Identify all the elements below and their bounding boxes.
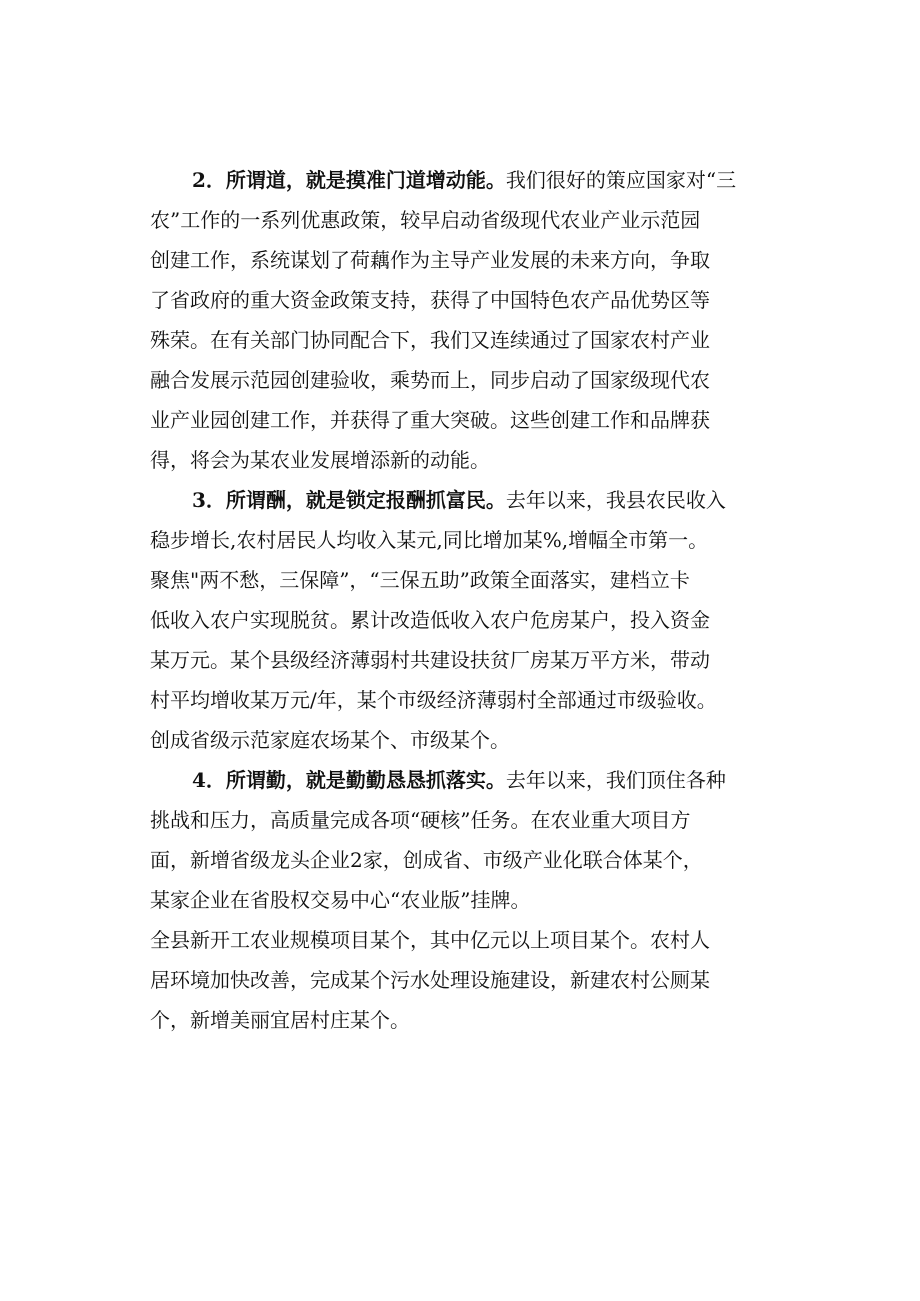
- paragraph-4-line-5: 全县新开工农业规模项目某个，其中亿元以上项目某个。农村人: [150, 928, 710, 952]
- paragraph-4-line-6: 居环境加快改善，完成某个污水处理设施建设，新建农村公厕某: [150, 968, 710, 992]
- paragraph-3-line-3: 聚焦"两不愁，三保障”，“三保五助”政策全面落实，建档立卡: [150, 568, 690, 592]
- paragraph-4-line-2: 挑战和压力，高质量完成各项“硬核”任务。在农业重大项目方: [150, 808, 691, 832]
- paragraph-3-heading: 3．所谓酬，就是锁定报酬抓富民。: [192, 488, 506, 512]
- paragraph-2-line-5: 殊荣。在有关部门协同配合下，我们又连续通过了国家农村产业: [150, 328, 710, 352]
- paragraph-3-text: 去年以来，我县农民收入: [505, 488, 726, 512]
- paragraph-3-line-4: 低收入农户实现脱贫。累计改造低收入农户危房某户，投入资金: [150, 608, 710, 632]
- paragraph-4-line-1: [150, 760, 810, 800]
- paragraph-2-line-6: 融合发展示范园创建验收，乘势而上，同步启动了国家级现代农: [150, 368, 710, 392]
- paragraph-4-line-7: 个，新增美丽宜居村庄某个。: [150, 1008, 410, 1032]
- paragraph-4-line-3: 面，新增省级龙头企业2家，创成省、市级产业化联合体某个，: [150, 848, 703, 872]
- paragraph-2-line-8: 得，将会为某农业发展增添新的动能。: [150, 448, 490, 472]
- paragraph-2-line-1: [150, 160, 810, 200]
- paragraph-3-line-6: 村平均增收某万元/年，某个市级经济薄弱村全部通过市级验收。: [150, 688, 717, 712]
- paragraph-2-line-3: 创建工作，系统谋划了荷藕作为主导产业发展的未来方向，争取: [150, 248, 710, 272]
- paragraph-4-line-4: 某家企业在省股权交易中心“农业版”挂牌。: [150, 888, 531, 912]
- paragraph-2-line-2: 农”工作的一系列优惠政策，较早启动省级现代农业产业示范园: [150, 208, 701, 232]
- paragraph-3-line-2: 稳步增长,农村居民人均收入某元,同比增加某%,增幅全市第一。: [150, 528, 709, 552]
- paragraph-4-heading: 4．所谓勤，就是勤勤恳恳抓落实。: [192, 768, 506, 792]
- document-body: [150, 160, 810, 1040]
- paragraph-4-text: 去年以来，我们顶住各种: [505, 768, 726, 792]
- paragraph-3-line-5: 某万元。某个县级经济薄弱村共建设扶贫厂房某万平方米，带动: [150, 648, 710, 672]
- paragraph-2-line-7: 业产业园创建工作，并获得了重大突破。这些创建工作和品牌获: [150, 408, 710, 432]
- paragraph-2-heading: 2．所谓道，就是摸准门道增动能。: [192, 168, 506, 192]
- paragraph-2-line-4: 了省政府的重大资金政策支持，获得了中国特色农产品优势区等: [150, 288, 710, 312]
- paragraph-2-text: 我们很好的策应国家对“三: [505, 168, 737, 192]
- paragraph-3-line-1: [150, 480, 810, 520]
- paragraph-3-line-7: 创成省级示范家庭农场某个、市级某个。: [150, 728, 510, 752]
